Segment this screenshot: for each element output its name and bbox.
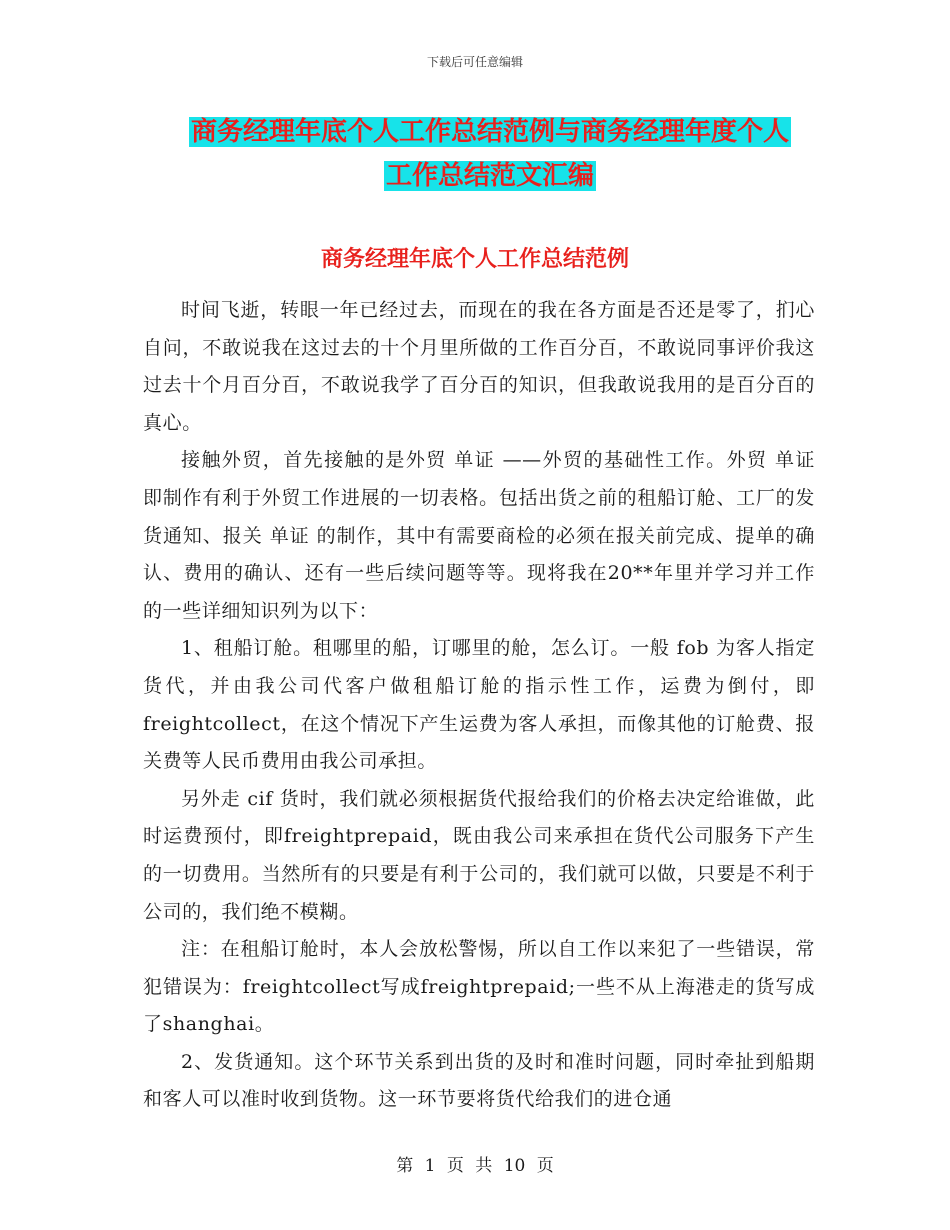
- paragraph: 另外走 cif 货时，我们就必须根据货代报给我们的价格去决定给谁做，此时运费预付，即freightprepaid，既由我公司来承担在货代公司服务下产生的一切费用。当然所有的只要是有利于公司的，我们就可以做，只要是不利于公司的，我们绝不模糊。: [143, 787, 815, 923]
- document-title-line-2: 工作总结范文汇编: [385, 161, 594, 191]
- paragraph: 时间飞逝，转眼一年已经过去，而现在的我在各方面是否还是零了，扪心自问，不敢说我在这过去的十个月里所做的工作百分百，不敢说同事评价我这过去十个月百分百，不敢说我学了百分百的知识，但我敢说我用的是百分百的真心。: [143, 299, 815, 434]
- paragraph: 接触外贸，首先接触的是外贸 单证 ——外贸的基础性工作。外贸 单证 即制作有利于外贸工作进展的一切表格。包括出货之前的租船订舱、工厂的发货通知、报关 单证 的制作，其中有需要商检的必须在报关前完成、提单的确认、费用的确认、还有一些后续问题等等。现将我在20**年里并学习并工作的一些详细知识列为以下：: [143, 449, 815, 622]
- document-body: [143, 292, 815, 1119]
- paragraph: 1、租船订舱。租哪里的船，订哪里的舱，怎么订。一般 fob 为客人指定货代，并由我公司代客户做租船订舱的指示性工作，运费为倒付，即freightcollect，在这个情况下产生运费为客人承担，而像其他的订舱费、报关费等人民币费用由我公司承担。: [143, 637, 815, 773]
- paragraph: 2、发货通知。这个环节关系到出货的及时和准时问题，同时牵扯到船期和客人可以准时收到货物。这一环节要将货代给我们的进仓通: [143, 1050, 815, 1111]
- section-title: 商务经理年底个人工作总结范例: [320, 246, 629, 272]
- header-note: 下载后可任意编辑: [426, 55, 523, 69]
- paragraph: 注：在租船订舱时，本人会放松警惕，所以自工作以来犯了一些错误，常犯错误为：freightcollect写成freightprepaid;一些不从上海港走的货写成了shanghai。: [143, 938, 815, 1036]
- page-number: 第 1 页 共 10 页: [396, 1156, 554, 1176]
- document-title-line-1: 商务经理年底个人工作总结范例与商务经理年度个人: [190, 117, 789, 147]
- document-title: [150, 110, 830, 198]
